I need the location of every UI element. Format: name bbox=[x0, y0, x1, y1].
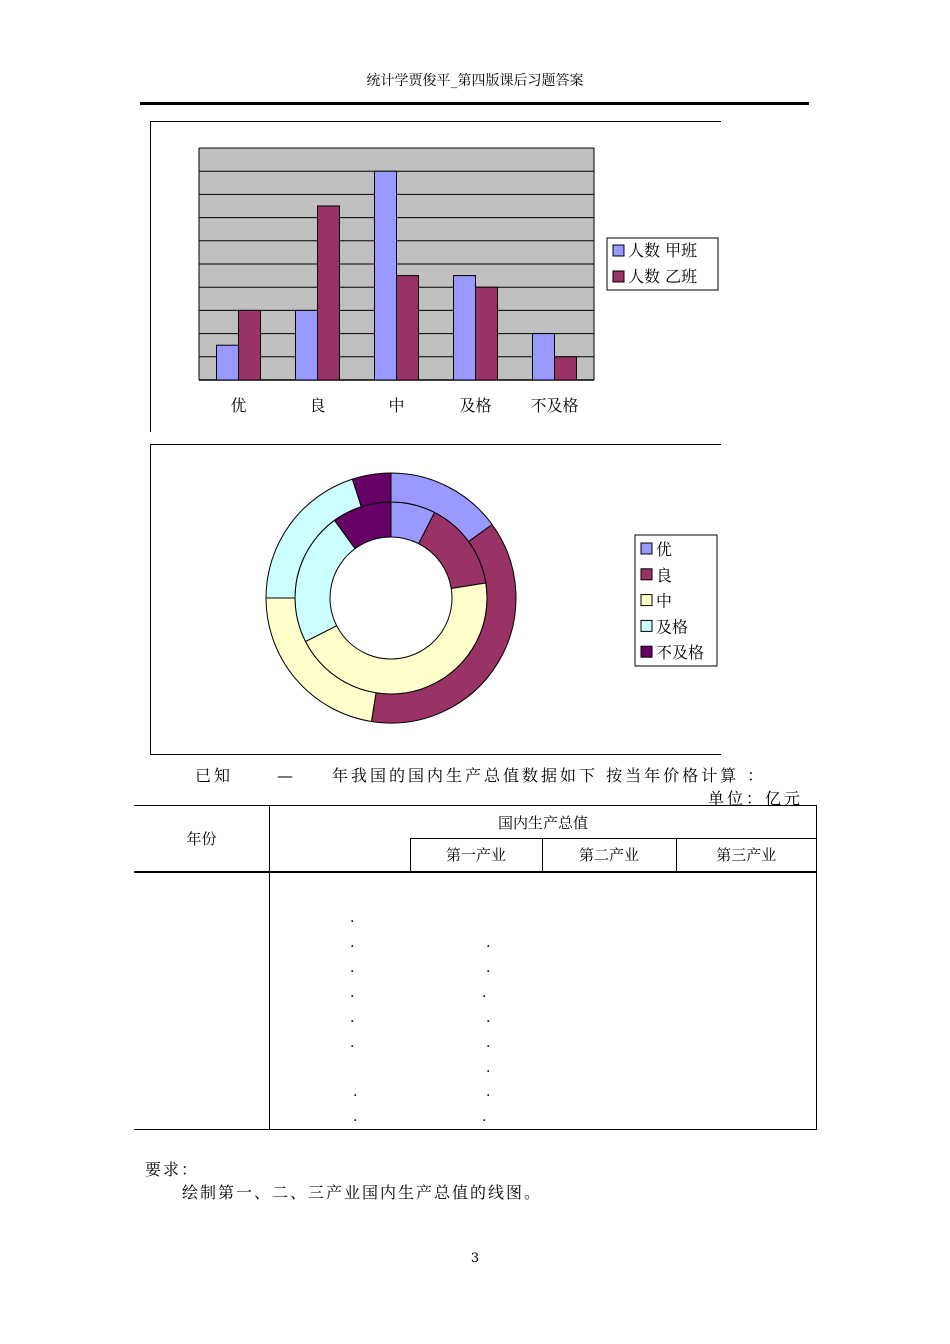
table-dot: . bbox=[486, 1010, 491, 1026]
legend-label: 中 bbox=[656, 591, 673, 611]
requirement-label: 要求： bbox=[145, 1160, 200, 1179]
doughnut-chart-frame bbox=[150, 444, 721, 755]
table-dot: . bbox=[350, 935, 355, 951]
page-header-title: 统计学贾俊平_第四版课后习题答案 bbox=[366, 73, 584, 89]
header-tertiary: 第三产业 bbox=[676, 839, 817, 872]
header-secondary: 第二产业 bbox=[542, 839, 676, 872]
table-dot: . bbox=[353, 1109, 358, 1125]
table-dot: . bbox=[350, 1010, 355, 1026]
bar bbox=[397, 276, 419, 380]
bar-chart-frame bbox=[150, 121, 721, 432]
legend-label: 及格 bbox=[656, 617, 689, 637]
x-tick-label: 优 bbox=[230, 396, 247, 415]
legend-label: 优 bbox=[656, 540, 673, 559]
legend-swatch bbox=[641, 646, 652, 657]
intro-line bbox=[195, 763, 766, 786]
unit-label: 单位：亿元 bbox=[708, 789, 804, 808]
legend-label: 人数 乙班 bbox=[628, 267, 698, 286]
legend-label: 不及格 bbox=[656, 643, 705, 663]
bar bbox=[296, 310, 318, 380]
x-tick-label: 中 bbox=[388, 396, 405, 415]
bar-chart bbox=[151, 122, 721, 432]
header-year: 年份 bbox=[134, 806, 270, 872]
bar bbox=[555, 357, 577, 380]
legend-swatch bbox=[641, 543, 652, 554]
legend-swatch bbox=[641, 620, 652, 631]
header-gdp: 国内生产总值 bbox=[410, 806, 817, 839]
header-blank-2 bbox=[270, 839, 411, 872]
bar bbox=[239, 310, 261, 380]
table-dot: . bbox=[350, 910, 355, 926]
legend-swatch bbox=[641, 569, 652, 580]
x-tick-label: 良 bbox=[309, 396, 326, 415]
legend-label: 良 bbox=[656, 565, 673, 585]
table-dot: . bbox=[486, 935, 491, 951]
bar bbox=[454, 276, 476, 380]
x-tick-label: 及格 bbox=[459, 396, 492, 415]
table-dot: . bbox=[486, 1060, 491, 1076]
table-dot: . bbox=[350, 1035, 355, 1051]
doughnut-chart bbox=[151, 445, 721, 754]
table-dot: . bbox=[486, 1084, 491, 1100]
table-dot: . bbox=[486, 1035, 491, 1051]
table-dot: . bbox=[350, 960, 355, 976]
header-primary: 第一产业 bbox=[410, 839, 542, 872]
page-number: 3 bbox=[470, 1251, 480, 1266]
intro-text: 年我国的国内生产总值数据如下 按当年价格计算 ： bbox=[332, 766, 767, 785]
legend-swatch bbox=[641, 595, 652, 606]
intro-known: 已知 bbox=[195, 766, 234, 785]
table-dot: . bbox=[482, 985, 487, 1001]
bar bbox=[375, 171, 397, 380]
legend-swatch bbox=[613, 245, 624, 256]
year-cell bbox=[134, 872, 270, 1130]
legend-swatch bbox=[613, 271, 624, 282]
header-rule bbox=[140, 102, 809, 105]
table-dot: . bbox=[350, 985, 355, 1001]
bar bbox=[533, 334, 555, 380]
x-tick-label: 不及格 bbox=[530, 396, 579, 415]
header-blank bbox=[270, 806, 411, 839]
table-dot: . bbox=[353, 1084, 358, 1100]
table-dot: . bbox=[482, 1109, 487, 1125]
bar bbox=[217, 345, 239, 380]
bar bbox=[476, 287, 498, 380]
intro-dash: — bbox=[277, 766, 297, 785]
table-dot: . bbox=[486, 960, 491, 976]
legend-label: 人数 甲班 bbox=[628, 241, 698, 260]
requirement-text: 绘制第一、二、三产业国内生产总值的线图。 bbox=[182, 1183, 543, 1202]
gdp-table bbox=[134, 805, 817, 1130]
bar bbox=[318, 206, 340, 380]
